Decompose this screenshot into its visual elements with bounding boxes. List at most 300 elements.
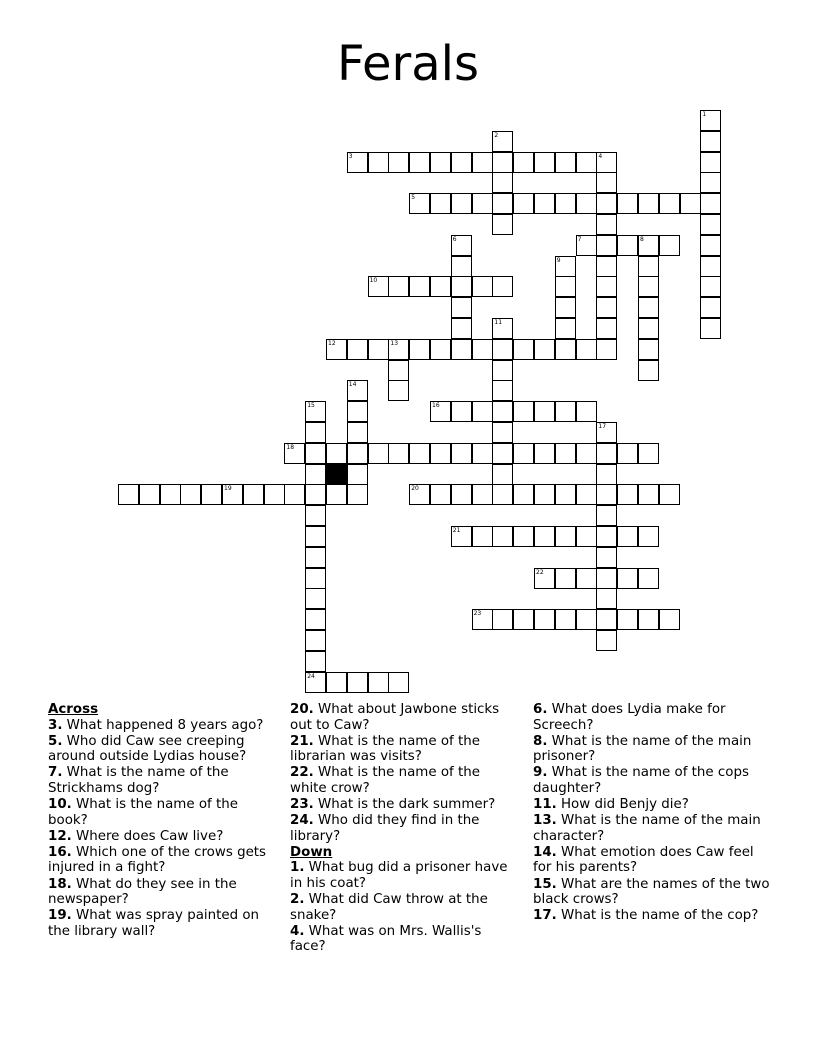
clue-item <box>48 908 278 939</box>
clue-number: 1 <box>702 111 707 118</box>
grid-cell[interactable] <box>347 339 368 360</box>
grid-cell[interactable] <box>451 484 472 505</box>
grid-cell[interactable] <box>264 484 285 505</box>
clue-item <box>290 797 520 813</box>
clue-item-text: What is the name of the Strickhams dog? <box>48 765 229 796</box>
grid-cell[interactable] <box>326 672 347 693</box>
grid-cell[interactable] <box>388 672 409 693</box>
clue-item <box>290 813 520 844</box>
grid-cell[interactable] <box>596 484 617 505</box>
across-clue-list <box>48 718 278 940</box>
grid-cell[interactable] <box>596 214 617 235</box>
grid-cell[interactable] <box>472 152 493 173</box>
grid-cell[interactable] <box>430 276 451 297</box>
down-header: Down <box>290 844 333 860</box>
grid-cell[interactable] <box>638 568 659 589</box>
grid-cell[interactable] <box>305 547 326 568</box>
clue-item <box>290 702 520 733</box>
grid-cell[interactable] <box>222 484 243 505</box>
clue-item-text: What is the name of the main prisoner? <box>533 733 752 765</box>
clue-item-text: Which one of the crows gets injured in a fight? <box>48 844 267 876</box>
clue-item-number: 14. <box>533 844 557 860</box>
clue-number: 2 <box>494 131 499 139</box>
black-square <box>326 464 347 485</box>
clue-item-number: 2. <box>290 892 305 908</box>
grid-cell[interactable] <box>492 172 513 193</box>
grid-cell[interactable] <box>659 484 680 505</box>
clue-number: 14 <box>348 381 357 389</box>
grid-cell[interactable] <box>472 526 493 547</box>
clue-number: 3 <box>348 152 353 160</box>
grid-cell[interactable] <box>700 131 721 152</box>
clue-number: 6 <box>452 235 457 243</box>
grid-cell[interactable] <box>596 630 617 651</box>
grid-cell[interactable] <box>534 568 555 589</box>
grid-cell[interactable] <box>388 276 409 297</box>
clue-item-number: 24. <box>290 813 314 829</box>
grid-cell[interactable] <box>305 401 326 422</box>
clue-number: 12 <box>328 339 336 347</box>
grid-cell[interactable] <box>451 193 472 214</box>
clue-item-number: 5. <box>48 733 63 749</box>
clue-item-text: What about Jawbone sticks out to Caw? <box>290 702 500 733</box>
clue-item-number: 21. <box>290 733 314 749</box>
clue-item-number: 19. <box>48 908 72 924</box>
clue-item-text: What is the name of the white crow? <box>290 765 480 796</box>
grid-cell[interactable] <box>451 339 472 360</box>
grid-cell[interactable] <box>617 609 638 630</box>
grid-cell[interactable] <box>451 297 472 318</box>
grid-cell[interactable] <box>305 588 326 609</box>
clue-number: 13 <box>390 339 399 347</box>
grid-cell[interactable] <box>638 297 659 318</box>
grid-cell[interactable] <box>451 443 472 464</box>
grid-cell[interactable] <box>347 401 368 422</box>
grid-cell[interactable] <box>534 339 555 360</box>
grid-cell[interactable] <box>368 443 389 464</box>
grid-cell[interactable] <box>409 152 430 173</box>
clue-item <box>290 765 520 796</box>
down-clue-list-continued <box>533 702 773 924</box>
grid-cell[interactable] <box>388 380 409 401</box>
grid-cell[interactable] <box>638 443 659 464</box>
clue-item-text: What was spray painted on the library wall? <box>48 908 260 939</box>
grid-cell[interactable] <box>555 484 576 505</box>
grid-cell[interactable] <box>555 276 576 297</box>
grid-cell[interactable] <box>160 484 181 505</box>
grid-cell[interactable] <box>368 672 389 693</box>
grid-cell[interactable] <box>659 235 680 256</box>
grid-cell[interactable] <box>534 609 555 630</box>
grid-cell[interactable] <box>700 214 721 235</box>
grid-cell[interactable] <box>347 443 368 464</box>
grid-cell[interactable] <box>492 526 513 547</box>
grid-cell[interactable] <box>492 422 513 443</box>
clue-item <box>533 765 773 796</box>
grid-cell[interactable] <box>430 401 451 422</box>
grid-cell[interactable] <box>451 235 472 256</box>
clue-number: 7 <box>577 235 582 243</box>
grid-cell[interactable] <box>347 422 368 443</box>
clue-item-number: 7. <box>48 765 63 781</box>
clue-item-number: 11. <box>533 797 557 813</box>
grid-cell[interactable] <box>305 651 326 672</box>
clue-item-number: 3. <box>48 717 63 733</box>
grid-cell[interactable] <box>492 152 513 173</box>
grid-cell[interactable] <box>347 672 368 693</box>
grid-cell[interactable] <box>388 152 409 173</box>
clue-item-number: 20. <box>290 702 314 717</box>
grid-cell[interactable] <box>700 297 721 318</box>
clue-item-text: What is the name of the book? <box>48 797 238 828</box>
grid-cell[interactable] <box>430 152 451 173</box>
grid-cell[interactable] <box>305 464 326 485</box>
clue-item <box>48 718 278 734</box>
grid-cell[interactable] <box>326 484 347 505</box>
grid-cell[interactable] <box>243 484 264 505</box>
clue-number: 24 <box>307 672 315 680</box>
grid-cell[interactable] <box>492 360 513 381</box>
grid-cell[interactable] <box>700 318 721 339</box>
grid-cell[interactable] <box>596 609 617 630</box>
grid-cell[interactable] <box>700 276 721 297</box>
grid-cell[interactable] <box>576 443 597 464</box>
grid-cell[interactable] <box>513 484 534 505</box>
grid-cell[interactable] <box>513 401 534 422</box>
clue-number: 11 <box>494 319 503 326</box>
clue-item-text: What emotion does Caw feel for his parents? <box>533 844 754 876</box>
clue-item <box>533 877 773 908</box>
clue-item-text: What is the name of the librarian was visits? <box>290 733 480 765</box>
clue-number: 15 <box>307 402 315 410</box>
clue-number: 17 <box>598 423 607 430</box>
clue-number: 8 <box>640 235 644 243</box>
grid-cell[interactable] <box>680 193 701 214</box>
grid-cell[interactable] <box>555 339 576 360</box>
grid-cell[interactable] <box>638 235 659 256</box>
clue-column-2 <box>290 702 520 956</box>
grid-cell[interactable] <box>284 484 305 505</box>
grid-cell[interactable] <box>472 484 493 505</box>
clue-column-1 <box>48 702 278 940</box>
grid-cell[interactable] <box>388 360 409 381</box>
grid-cell[interactable] <box>555 297 576 318</box>
grid-cell[interactable] <box>596 172 617 193</box>
grid-cell[interactable] <box>430 484 451 505</box>
grid-cell[interactable] <box>305 568 326 589</box>
clue-item <box>290 860 520 891</box>
clue-number: 5 <box>411 194 416 202</box>
clue-number: 18 <box>286 443 295 451</box>
grid-cell[interactable] <box>555 318 576 339</box>
clue-item-text: What happened 8 years ago? <box>62 717 264 733</box>
grid-cell[interactable] <box>596 339 617 360</box>
grid-cell[interactable] <box>451 276 472 297</box>
grid-cell[interactable] <box>700 172 721 193</box>
clue-item-text: What is the name of the cops daughter? <box>533 765 749 796</box>
grid-cell[interactable] <box>534 526 555 547</box>
grid-cell[interactable] <box>492 380 513 401</box>
grid-cell[interactable] <box>326 443 347 464</box>
grid-cell[interactable] <box>472 193 493 214</box>
grid-cell[interactable] <box>576 193 597 214</box>
grid-cell[interactable] <box>596 193 617 214</box>
clue-number: 20 <box>411 485 419 493</box>
clue-number: 4 <box>598 152 603 160</box>
grid-cell[interactable] <box>700 152 721 173</box>
grid-cell[interactable] <box>492 443 513 464</box>
grid-cell[interactable] <box>139 484 160 505</box>
grid-cell[interactable] <box>492 131 513 152</box>
grid-cell[interactable] <box>576 526 597 547</box>
grid-cell[interactable] <box>534 443 555 464</box>
grid-cell[interactable] <box>638 276 659 297</box>
clue-item <box>290 892 520 923</box>
grid-cell[interactable] <box>638 256 659 277</box>
grid-cell[interactable] <box>492 318 513 339</box>
grid-cell[interactable] <box>472 609 493 630</box>
clue-number: 19 <box>224 485 232 493</box>
grid-cell[interactable] <box>368 276 389 297</box>
clue-item-text: What is the name of the cop? <box>556 908 759 924</box>
clue-item-number: 4. <box>290 923 305 939</box>
grid-cell[interactable] <box>659 609 680 630</box>
grid-cell[interactable] <box>430 193 451 214</box>
grid-cell[interactable] <box>555 609 576 630</box>
grid-cell[interactable] <box>638 484 659 505</box>
grid-cell[interactable] <box>326 339 347 360</box>
clue-item-text: What is the name of the main character? <box>533 813 761 844</box>
clue-number: 10 <box>369 277 378 285</box>
grid-cell[interactable] <box>430 339 451 360</box>
clue-item-number: 6. <box>533 702 548 717</box>
grid-cell[interactable] <box>472 401 493 422</box>
grid-cell[interactable] <box>617 568 638 589</box>
grid-cell[interactable] <box>305 505 326 526</box>
grid-cell[interactable] <box>534 401 555 422</box>
clue-item <box>533 845 773 876</box>
clue-item-number: 22. <box>290 765 314 781</box>
clue-item-text: How did Benjy die? <box>556 797 689 813</box>
clue-item-text: Who did Caw see creeping around outside Lydias house? <box>48 733 247 765</box>
grid-cell[interactable] <box>284 443 305 464</box>
grid-cell[interactable] <box>576 401 597 422</box>
grid-cell[interactable] <box>700 193 721 214</box>
grid-cell[interactable] <box>492 464 513 485</box>
grid-cell[interactable] <box>305 630 326 651</box>
grid-cell[interactable] <box>638 193 659 214</box>
clue-item <box>290 924 520 955</box>
grid-cell[interactable] <box>430 443 451 464</box>
grid-cell[interactable] <box>596 422 617 443</box>
grid-cell[interactable] <box>347 484 368 505</box>
grid-cell[interactable] <box>596 588 617 609</box>
grid-cell[interactable] <box>596 297 617 318</box>
grid-cell[interactable] <box>305 484 326 505</box>
grid-cell[interactable] <box>596 235 617 256</box>
grid-cell[interactable] <box>596 526 617 547</box>
grid-cell[interactable] <box>201 484 222 505</box>
page-title: Ferals <box>336 36 479 92</box>
grid-cell[interactable] <box>555 568 576 589</box>
grid-cell[interactable] <box>472 339 493 360</box>
grid-cell[interactable] <box>409 484 430 505</box>
grid-cell[interactable] <box>347 380 368 401</box>
grid-cell[interactable] <box>555 193 576 214</box>
grid-cell[interactable] <box>700 110 721 131</box>
grid-cell[interactable] <box>596 256 617 277</box>
grid-cell[interactable] <box>638 360 659 381</box>
clue-number: 23 <box>473 610 482 618</box>
grid-cell[interactable] <box>596 568 617 589</box>
grid-cell[interactable] <box>409 339 430 360</box>
grid-cell[interactable] <box>513 609 534 630</box>
grid-cell[interactable] <box>638 318 659 339</box>
grid-cell[interactable] <box>368 152 389 173</box>
grid-cell[interactable] <box>534 193 555 214</box>
grid-cell[interactable] <box>388 339 409 360</box>
grid-cell[interactable] <box>180 484 201 505</box>
clue-item <box>48 829 278 845</box>
clue-item-number: 1. <box>290 860 305 876</box>
clue-item-number: 23. <box>290 797 314 813</box>
clue-item-number: 15. <box>533 876 557 892</box>
grid-cell[interactable] <box>492 193 513 214</box>
clue-item-text: What was on Mrs. Wallis's face? <box>290 923 482 955</box>
grid-cell[interactable] <box>576 339 597 360</box>
grid-cell[interactable] <box>555 526 576 547</box>
grid-cell[interactable] <box>388 443 409 464</box>
grid-cell[interactable] <box>409 276 430 297</box>
grid-cell[interactable] <box>472 443 493 464</box>
grid-cell[interactable] <box>596 152 617 173</box>
grid-cell[interactable] <box>617 443 638 464</box>
clue-item <box>533 734 773 765</box>
clue-item-text: What did Caw throw at the snake? <box>290 892 488 923</box>
clue-item <box>533 702 773 733</box>
clue-item-number: 10. <box>48 797 72 813</box>
grid-cell[interactable] <box>638 526 659 547</box>
clue-item-text: Who did they find in the library? <box>290 813 480 844</box>
grid-cell[interactable] <box>451 152 472 173</box>
grid-cell[interactable] <box>596 318 617 339</box>
grid-cell[interactable] <box>638 609 659 630</box>
grid-cell[interactable] <box>492 401 513 422</box>
clue-number: 22 <box>536 568 544 576</box>
grid-cell[interactable] <box>700 235 721 256</box>
grid-cell[interactable] <box>368 339 389 360</box>
clue-item-number: 8. <box>533 733 548 749</box>
grid-cell[interactable] <box>555 256 576 277</box>
clue-item-text: What bug did a prisoner have in his coat? <box>290 860 508 892</box>
clue-item-text: Where does Caw live? <box>71 828 224 844</box>
grid-cell[interactable] <box>513 526 534 547</box>
grid-cell[interactable] <box>576 484 597 505</box>
grid-cell[interactable] <box>492 484 513 505</box>
grid-cell[interactable] <box>534 152 555 173</box>
grid-cell[interactable] <box>492 609 513 630</box>
clue-item-text: What are the names of the two black crows? <box>533 876 770 908</box>
grid-cell[interactable] <box>576 609 597 630</box>
grid-cell[interactable] <box>492 339 513 360</box>
grid-cell[interactable] <box>576 235 597 256</box>
grid-cell[interactable] <box>617 484 638 505</box>
clue-item <box>48 877 278 908</box>
grid-cell[interactable] <box>513 193 534 214</box>
clue-number: 16 <box>432 402 440 410</box>
grid-cell[interactable] <box>513 339 534 360</box>
grid-cell[interactable] <box>347 464 368 485</box>
grid-cell[interactable] <box>451 401 472 422</box>
clue-item-number: 13. <box>533 813 557 829</box>
clue-item-text: What do they see in the newspaper? <box>48 876 237 908</box>
grid-cell[interactable] <box>596 547 617 568</box>
grid-cell[interactable] <box>409 443 430 464</box>
grid-cell[interactable] <box>513 443 534 464</box>
grid-cell[interactable] <box>513 152 534 173</box>
grid-cell[interactable] <box>659 193 680 214</box>
grid-cell[interactable] <box>596 276 617 297</box>
grid-cell[interactable] <box>617 235 638 256</box>
grid-cell[interactable] <box>534 484 555 505</box>
grid-cell[interactable] <box>596 505 617 526</box>
grid-cell[interactable] <box>576 568 597 589</box>
grid-cell[interactable] <box>409 193 430 214</box>
grid-cell[interactable] <box>617 193 638 214</box>
clue-item <box>290 734 520 765</box>
grid-cell[interactable] <box>305 672 326 693</box>
clue-item-number: 9. <box>533 765 548 781</box>
grid-cell[interactable] <box>492 214 513 235</box>
clue-item-number: 16. <box>48 844 72 860</box>
grid-cell[interactable] <box>305 526 326 547</box>
grid-cell[interactable] <box>638 339 659 360</box>
grid-cell[interactable] <box>555 401 576 422</box>
grid-cell[interactable] <box>451 256 472 277</box>
grid-cell[interactable] <box>492 276 513 297</box>
clue-item <box>48 797 278 828</box>
clue-item-number: 17. <box>533 908 557 924</box>
clue-item-number: 12. <box>48 828 72 844</box>
grid-cell[interactable] <box>451 318 472 339</box>
down-clue-list <box>290 860 520 955</box>
grid-cell[interactable] <box>305 609 326 630</box>
grid-cell[interactable] <box>451 526 472 547</box>
clue-item <box>533 908 773 924</box>
grid-cell[interactable] <box>555 152 576 173</box>
clue-item <box>48 845 278 876</box>
clue-item-text: What is the dark summer? <box>313 797 496 813</box>
grid-cell[interactable] <box>305 443 326 464</box>
grid-cell[interactable] <box>347 152 368 173</box>
grid-cell[interactable] <box>617 526 638 547</box>
grid-cell[interactable] <box>555 443 576 464</box>
grid-cell[interactable] <box>700 256 721 277</box>
clue-item-text: What does Lydia make for Screech? <box>533 702 726 733</box>
clue-number: 21 <box>452 527 461 534</box>
clue-item <box>48 734 278 765</box>
clue-item <box>48 765 278 796</box>
clue-item <box>533 797 773 813</box>
grid-cell[interactable] <box>472 276 493 297</box>
clue-item-number: 18. <box>48 876 72 892</box>
grid-cell[interactable] <box>118 484 139 505</box>
clue-item <box>533 813 773 844</box>
grid-cell[interactable] <box>596 443 617 464</box>
grid-cell[interactable] <box>596 464 617 485</box>
grid-cell[interactable] <box>576 152 597 173</box>
grid-cell[interactable] <box>305 422 326 443</box>
